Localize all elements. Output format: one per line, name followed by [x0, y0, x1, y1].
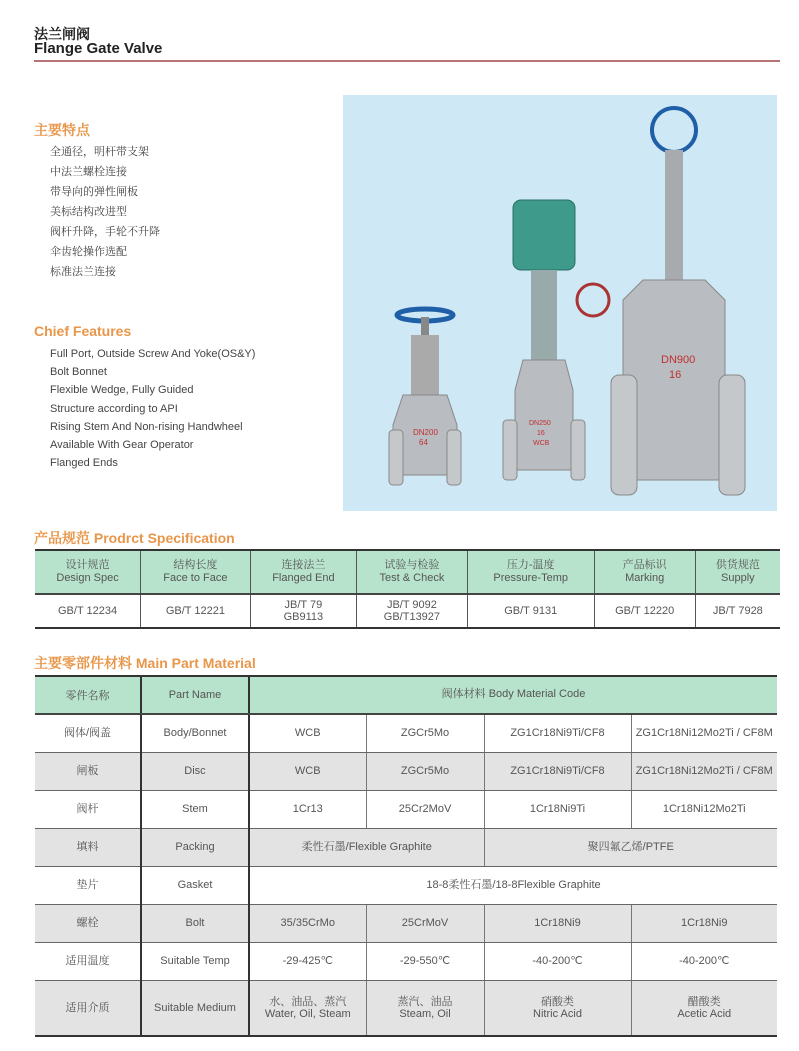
part-name-cn: 阀杆: [35, 790, 141, 828]
material-cell: 聚四氟乙烯/PTFE: [484, 828, 777, 866]
spec-value: GB/T 12220: [615, 605, 675, 617]
part-name-en: Bolt: [141, 904, 249, 942]
feature-item: Rising Stem And Non-rising Handwheel: [50, 420, 243, 433]
material-cell: WCB: [249, 714, 366, 752]
material-cell: WCB: [249, 752, 366, 790]
material-cell: 1Cr18Ni9Ti: [484, 790, 631, 828]
part-name-cn: 闸板: [35, 752, 141, 790]
svg-text:16: 16: [669, 369, 682, 381]
material-cell: ZGCr5Mo: [366, 752, 484, 790]
spec-header-en: Flanged End: [272, 572, 335, 584]
material-title: 主要零部件材料 Main Part Material: [34, 655, 256, 671]
part-name-en: Packing: [141, 828, 249, 866]
spec-header-cell: [250, 550, 356, 594]
material-en: Water, Oil, Steam: [264, 1007, 351, 1020]
table-row: [35, 980, 777, 1036]
material-cell: ZGCr5Mo: [366, 714, 484, 752]
material-cell: ZG1Cr18Ni9Ti/CF8: [484, 752, 631, 790]
feature-item: 中法兰螺栓连接: [50, 166, 127, 178]
table-header-row: [35, 676, 777, 714]
feature-item: Flanged Ends: [50, 457, 118, 470]
spec-header-en: Supply: [721, 572, 755, 584]
feature-item: 阀杆升降，手轮不升降: [50, 226, 160, 238]
product-photo: [343, 95, 777, 511]
part-name-cn: 垫片: [35, 866, 141, 904]
material-cell: -40-200℃: [631, 942, 777, 980]
material-cell: 1Cr13: [249, 790, 366, 828]
spec-header-cell: [141, 550, 251, 594]
part-name-cn: 阀体/阀盖: [35, 714, 141, 752]
part-name-en: Suitable Medium: [141, 980, 249, 1036]
feature-item: 美标结构改进型: [50, 206, 127, 218]
material-cell: 35/35CrMo: [249, 904, 366, 942]
specification-table: [35, 549, 780, 629]
part-name-en: Suitable Temp: [141, 942, 249, 980]
part-name-cn: 适用温度: [35, 942, 141, 980]
spec-value-cell: [594, 594, 695, 628]
small-gate-valve-image: [389, 309, 461, 485]
material-cell: [249, 980, 366, 1036]
features-cn-list: [50, 142, 160, 282]
material-cell: 25CrMoV: [366, 904, 484, 942]
material-cn: 水、油品、蒸汽: [269, 995, 347, 1008]
material-cn: 醋酸类: [687, 995, 721, 1008]
table-row: [35, 714, 777, 752]
spec-header-cn: 设计规范: [65, 559, 110, 571]
page-title-en: Flange Gate Valve: [34, 40, 163, 57]
table-row: [35, 790, 777, 828]
title-divider: [34, 60, 780, 62]
material-cell: 18-8柔性石墨/18-8Flexible Graphite: [249, 866, 777, 904]
feature-item: 标准法兰连接: [50, 266, 116, 278]
part-name-cn: 填料: [35, 828, 141, 866]
spec-value-2: GB/T13927: [383, 611, 441, 623]
table-row: [35, 752, 777, 790]
material-cell: [631, 980, 777, 1036]
spec-header-cell: [35, 550, 141, 594]
material-cell: [484, 980, 631, 1036]
spec-value: GB/T 12221: [165, 605, 225, 617]
material-cell: 柔性石墨/Flexible Graphite: [249, 828, 484, 866]
material-cell: 25Cr2MoV: [366, 790, 484, 828]
spec-value: GB/T 12234: [58, 605, 118, 617]
actuated-gate-valve-image: [503, 200, 609, 480]
spec-value-cell: [357, 594, 468, 628]
spec-header-cn: 连接法兰: [281, 559, 326, 571]
spec-value-cell: [695, 594, 780, 628]
material-en: Nitric Acid: [533, 1007, 582, 1020]
table-row: [35, 866, 777, 904]
spec-value: JB/T 7928: [712, 605, 763, 617]
spec-header-cell: [695, 550, 780, 594]
page-title-cn: 法兰闸阀: [34, 26, 90, 42]
spec-header-en: Pressure-Temp: [493, 572, 568, 584]
spec-header-cn: 供货规范: [715, 559, 760, 571]
spec-value: GB/T 9131: [504, 605, 558, 617]
material-cell: ZG1Cr18Ni12Mo2Ti / CF8M: [631, 752, 777, 790]
table-row: [35, 828, 777, 866]
spec-value-2: GB9113: [283, 611, 324, 623]
material-cell: 1Cr18Ni9: [631, 904, 777, 942]
part-name-en: Stem: [141, 790, 249, 828]
material-cell: -29-550℃: [366, 942, 484, 980]
feature-item: Available With Gear Operator: [50, 439, 194, 452]
table-row: [35, 942, 777, 980]
material-cn: 蒸汽、油品: [397, 995, 453, 1008]
material-cell: [366, 980, 484, 1036]
material-cell: 1Cr18Ni9: [484, 904, 631, 942]
feature-item: Bolt Bonnet: [50, 366, 107, 379]
spec-header-cn: 压力-温度: [506, 559, 555, 571]
part-name-en: Body/Bonnet: [141, 714, 249, 752]
feature-item: 全通径，明杆带支架: [50, 146, 149, 158]
svg-text:DN250: DN250: [529, 420, 551, 427]
spec-header-en: Test & Check: [379, 572, 445, 584]
table-row: [35, 904, 777, 942]
material-cell: -40-200℃: [484, 942, 631, 980]
spec-header-cell: [357, 550, 468, 594]
spec-value-cell: [250, 594, 356, 628]
feature-item: Full Port, Outside Screw And Yoke(OS&Y): [50, 348, 256, 360]
features-cn-title: 主要特点: [34, 122, 90, 138]
spec-header-cn: 产品标识: [622, 559, 667, 571]
part-name-cn: 螺栓: [35, 904, 141, 942]
spec-header-en: Design Spec: [56, 572, 119, 584]
spec-value: JB/T 79: [284, 599, 323, 611]
header-part-en: Part Name: [141, 676, 249, 714]
material-table: [35, 675, 777, 1037]
feature-item: 带导向的弹性闸板: [50, 186, 138, 198]
svg-text:DN200: DN200: [413, 428, 438, 437]
part-name-cn: 适用介质: [35, 980, 141, 1036]
part-name-en: Gasket: [141, 866, 249, 904]
spec-value-cell: [35, 594, 141, 628]
spec-header-cell: [594, 550, 695, 594]
material-cell: 1Cr18Ni12Mo2Ti: [631, 790, 777, 828]
feature-item: 伞齿轮操作选配: [50, 246, 127, 258]
spec-header-cn: 结构长度: [173, 559, 218, 571]
spec-value-cell: [467, 594, 594, 628]
header-body-material: 阀体材料 Body Material Code: [249, 676, 777, 714]
material-en: Steam, Oil: [399, 1007, 451, 1020]
feature-item: Flexible Wedge, Fully Guided: [50, 384, 194, 397]
material-cell: ZG1Cr18Ni9Ti/CF8: [484, 714, 631, 752]
header-part-cn: 零件名称: [35, 676, 141, 714]
svg-text:WCB: WCB: [533, 440, 550, 447]
features-en-list: [50, 345, 255, 472]
large-gate-valve-image: [611, 108, 745, 495]
features-en-title: Chief Features: [34, 323, 132, 339]
spec-value: JB/T 9092: [386, 599, 437, 611]
material-cell: ZG1Cr18Ni12Mo2Ti / CF8M: [631, 714, 777, 752]
spec-header-cn: 试验与检验: [384, 559, 440, 571]
spec-header-en: Marking: [625, 572, 665, 584]
svg-text:16: 16: [537, 430, 545, 437]
part-name-en: Disc: [141, 752, 249, 790]
spec-header-en: Face to Face: [163, 572, 228, 584]
feature-item: Structure according to API: [50, 402, 178, 415]
svg-text:DN900: DN900: [661, 354, 696, 366]
svg-text:64: 64: [419, 438, 428, 447]
material-cn: 硝酸类: [541, 995, 574, 1008]
spec-value-cell: [141, 594, 251, 628]
spec-header-cell: [467, 550, 594, 594]
spec-title: 产品规范 Prodrct Specification: [34, 530, 235, 546]
material-cell: -29-425℃: [249, 942, 366, 980]
material-en: Acetic Acid: [677, 1007, 732, 1020]
